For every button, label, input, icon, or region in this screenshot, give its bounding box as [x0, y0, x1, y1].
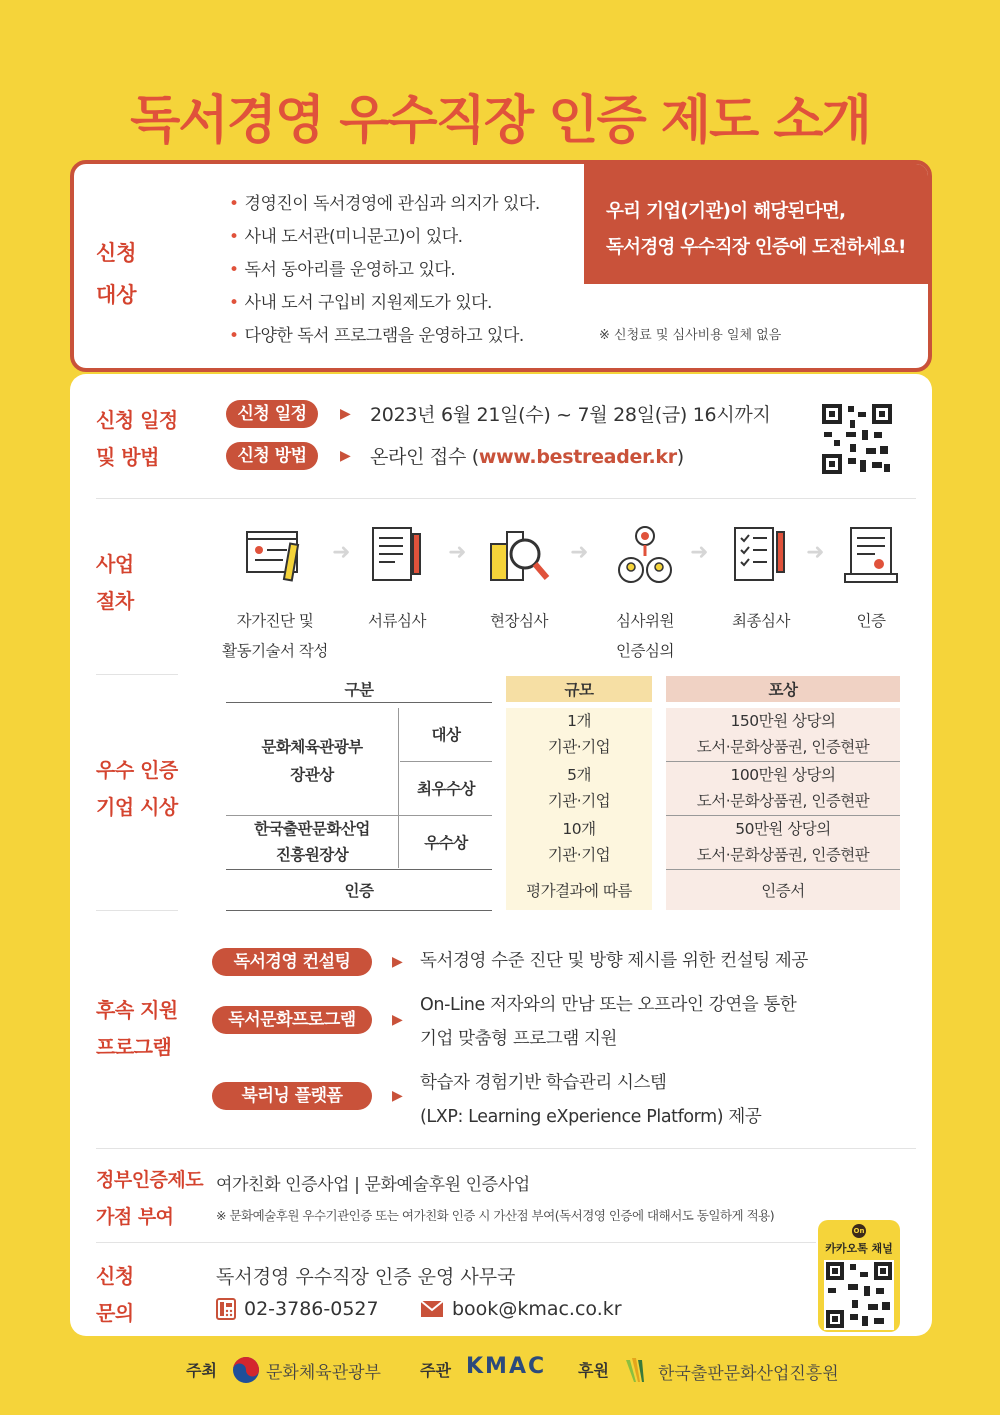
table-line	[400, 761, 492, 762]
divider	[96, 674, 178, 675]
kmac-logo: KMAC	[466, 1354, 547, 1379]
mail-icon	[420, 1300, 444, 1318]
consulting-pill: 독서경영 컨설팅	[212, 948, 372, 976]
followup-label: 후속 지원 프로그램	[96, 998, 178, 1059]
sponsor-label: 후원	[578, 1361, 609, 1380]
header-category: 구분	[344, 681, 374, 699]
arrow-icon: ➜	[806, 540, 825, 565]
arrow-icon: ➜	[690, 540, 709, 565]
step-label: 심사위원 인증심의	[616, 612, 674, 660]
self-diagnosis-icon	[243, 524, 307, 588]
arrow-icon: ▶	[392, 1012, 403, 1028]
org-kpipa: 한국출판문화산업 진흥원장상	[254, 820, 370, 864]
phone-icon	[216, 1298, 236, 1320]
table-line	[226, 815, 492, 816]
host-label: 주최	[186, 1361, 217, 1380]
page-title: 독서경영 우수직장 인증 제도 소개	[130, 91, 870, 151]
footer	[0, 1350, 1000, 1390]
org-ministry: 문화체육관광부 장관상	[261, 738, 363, 784]
schedule-label: 신청 일정 및 방법	[96, 408, 178, 469]
table-line	[666, 869, 900, 870]
cert-scale: 평가결과에 따름	[526, 882, 632, 900]
divider	[96, 498, 916, 499]
website-link[interactable]: www.bestreader.kr	[478, 446, 677, 468]
target-section	[70, 160, 932, 372]
process-step	[210, 524, 340, 666]
awards-label: 우수 인증 기업 시상	[96, 758, 178, 819]
step-label: 자가진단 및 활동기술서 작성	[222, 612, 328, 660]
process-step	[454, 524, 584, 636]
target-item: • 독서 동아리를 운영하고 있다.	[229, 254, 540, 287]
culture-program-pill: 독서문화프로그램	[212, 1006, 372, 1034]
schedule-pill: 신청 일정	[226, 400, 318, 428]
arrow-icon: ▶	[392, 954, 403, 970]
contact-label: 신청 문의	[96, 1264, 134, 1325]
target-item: • 사내 도서관(미니문고)이 있다.	[229, 221, 540, 254]
scale-cell: 10개 기관·기업	[547, 820, 611, 864]
challenge-banner: 우리 기업(기관)이 해당된다면, 독서경영 우수직장 인증에 도전하세요!	[584, 160, 932, 284]
table-line	[226, 910, 492, 911]
organizer-label: 주관	[420, 1361, 451, 1380]
table-line	[226, 702, 492, 703]
arrow-icon: ▶	[340, 448, 351, 464]
cert-prize: 인증서	[761, 882, 805, 900]
kpipa-logo-icon	[622, 1356, 652, 1386]
step-label: 현장심사	[490, 612, 548, 630]
booklearning-desc: 학습자 경험기반 학습관리 시스템 (LXP: Learning eXperience Platform) 제공	[420, 1073, 762, 1127]
committee-review-icon	[613, 524, 677, 588]
cert-label: 인증	[344, 882, 374, 900]
fee-note: ※ 신청료 및 심사비용 일체 없음	[599, 328, 782, 343]
prize-cell: 50만원 상당의 도서·문화상품권, 인증현판	[696, 820, 870, 864]
kakao-qr-code-icon[interactable]	[824, 1260, 894, 1330]
divider	[96, 1242, 816, 1243]
arrow-icon: ➜	[570, 540, 589, 565]
process-step	[806, 524, 936, 636]
schedule-date: 2023년 6월 21일(수) ~ 7월 28일(금) 16시까지	[370, 404, 771, 426]
office-name: 독서경영 우수직장 인증 운영 사무국	[216, 1266, 516, 1288]
document-review-icon	[365, 524, 429, 588]
certificate-icon	[839, 524, 903, 588]
table-line	[666, 761, 900, 762]
phone-contact[interactable]: 02-3786-0527	[216, 1298, 379, 1320]
prize-cell: 100만원 상당의 도서·문화상품권, 인증현판	[696, 766, 870, 810]
divider	[96, 910, 178, 911]
gov-note: ※ 문화예술후원 우수기관인증 또는 여가친화 인증 시 가산점 부여(독서경영 인증에 대해서도 동일하게 적용)	[216, 1208, 775, 1223]
arrow-icon: ➜	[332, 540, 351, 565]
host-org: 문화체육관광부	[232, 1356, 381, 1384]
method-pill: 신청 방법	[226, 442, 318, 470]
site-inspection-icon	[487, 524, 551, 588]
process-label: 사업 절차	[96, 552, 134, 613]
gov-label: 정부인증제도 가점 부여	[96, 1169, 204, 1228]
arrow-icon: ➜	[448, 540, 467, 565]
prize-cell: 150만원 상당의 도서·문화상품권, 인증현판	[696, 712, 870, 756]
main-panel	[70, 374, 932, 1336]
step-label: 서류심사	[368, 612, 426, 630]
table-line	[398, 708, 399, 868]
qr-code-icon[interactable]	[820, 402, 894, 476]
target-list	[229, 188, 540, 353]
table-line	[666, 815, 900, 816]
target-label: 신청 대상	[96, 241, 137, 307]
arrow-icon: ▶	[340, 406, 351, 422]
tier-grand: 대상	[431, 726, 461, 744]
arrow-icon: ▶	[392, 1088, 403, 1104]
scale-cell: 5개 기관·기업	[547, 766, 611, 810]
booklearning-pill: 북러닝 플랫폼	[212, 1082, 372, 1110]
kakao-label: 카카오톡 채널	[825, 1242, 893, 1255]
ministry-logo-icon	[232, 1356, 260, 1384]
target-item: • 사내 도서 구입비 지원제도가 있다.	[229, 287, 540, 320]
process-step	[332, 524, 462, 636]
final-review-icon	[729, 524, 793, 588]
kakao-icon: On	[852, 1224, 866, 1238]
header-scale: 규모	[506, 676, 652, 702]
tier-excellence: 최우수상	[417, 780, 475, 798]
gov-programs: 여가친화 인증사업 | 문화예술후원 인증사업	[216, 1175, 530, 1195]
scale-cell: 1개 기관·기업	[547, 712, 611, 756]
target-item: • 다양한 독서 프로그램을 운영하고 있다.	[229, 320, 540, 353]
table-line	[226, 869, 492, 870]
step-label: 인증	[856, 612, 886, 630]
sponsor-org: 한국출판문화산업진흥원	[622, 1356, 839, 1386]
kakao-channel[interactable]	[818, 1220, 900, 1332]
email-contact[interactable]: book@kmac.co.kr	[420, 1298, 622, 1320]
culture-program-desc: On-Line 저자와의 만남 또는 오프라인 강연을 통한 기업 맞춤형 프로그램 지원	[420, 995, 797, 1049]
method-text: 온라인 접수 (www.bestreader.kr)	[370, 446, 684, 468]
consulting-desc: 독서경영 수준 진단 및 방향 제시를 위한 컨설팅 제공	[420, 951, 808, 971]
step-label: 최종심사	[732, 612, 790, 630]
target-item: • 경영진이 독서경영에 관심과 의지가 있다.	[229, 188, 540, 221]
tier-merit: 우수상	[424, 834, 468, 852]
divider	[96, 1148, 916, 1149]
header-prize: 포상	[666, 676, 900, 702]
